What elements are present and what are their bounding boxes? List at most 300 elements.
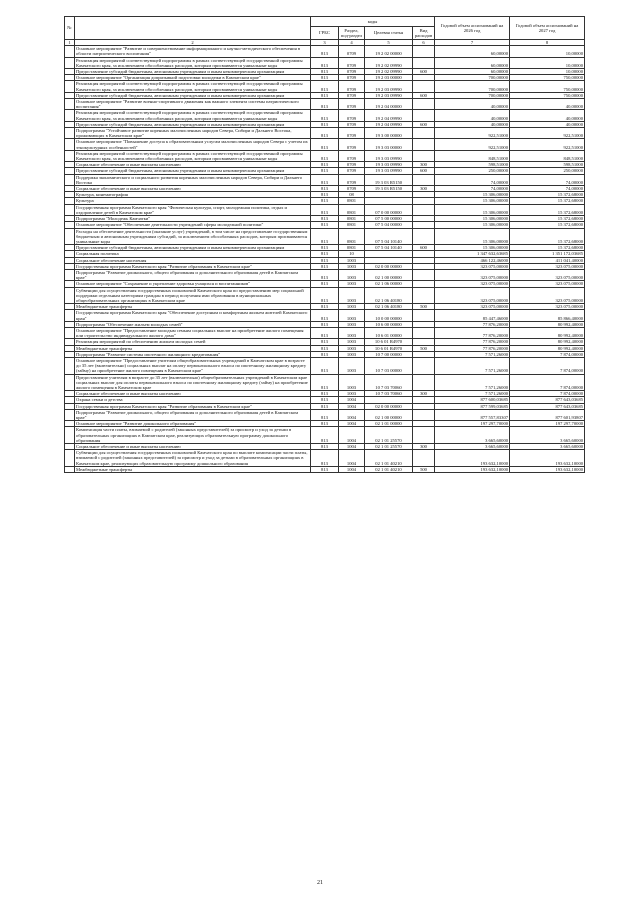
row-name-cell: Поддержка экономического и социального развития коренных малочисленных народов Севера, Сибири и Дальнего Востока [75, 174, 311, 185]
table-row [65, 391, 585, 397]
amount-2027-cell: 7 874,00000 [510, 374, 585, 391]
grbs-cell: 813 [311, 345, 339, 351]
stat-cell: 02 1 01 25570 [365, 427, 413, 444]
header-razdel: Раздел, под-раздел [339, 27, 365, 40]
vid-cell: 300 [413, 162, 435, 168]
amount-2027-cell: 10,00000 [510, 69, 585, 75]
row-name-cell: Основное мероприятие "Организация допризывной подготовки молодежи в Камчатском крае" [75, 75, 311, 81]
header-2026: Годовой объем ассигнований на 2026 год [435, 17, 510, 40]
razdel-cell: 1004 [339, 450, 365, 467]
grbs-cell: 813 [311, 81, 339, 92]
razdel-cell: 1003 [339, 391, 365, 397]
stat-cell: 19 2 02 09990 [365, 69, 413, 75]
amount-2027-cell: 74,00000 [510, 174, 585, 185]
column-index-cell: 8 [510, 40, 585, 46]
row-name-cell: Предоставление субсидий бюджетным, автономным учреждениям и иным некоммерческим организациям [75, 69, 311, 75]
stat-cell: 07 0 00 00000 [365, 204, 413, 215]
row-name-cell: Основное мероприятие "Развитие дошкольного образования" [75, 421, 311, 427]
grbs-cell: 813 [311, 327, 339, 338]
razdel-cell: 0709 [339, 128, 365, 139]
row-name-cell: Основное мероприятие "Развитие военно-спортивного движения как важного элемента системы патриотического воспитания" [75, 99, 311, 110]
vid-cell: 300 [413, 186, 435, 192]
amount-2027-cell: 877 643,03685 [510, 397, 585, 403]
amount-2026-cell: 74,00000 [435, 174, 510, 185]
budget-table-sheet [64, 16, 584, 473]
amount-2027-cell: 40,00000 [510, 99, 585, 110]
amount-2026-cell: 1 347 632,63685 [435, 251, 510, 257]
table-row [65, 409, 585, 420]
amount-2026-cell: 323 075,00000 [435, 287, 510, 304]
grbs-cell: 813 [311, 216, 339, 222]
stat-cell: 10 6 01 R4970 [365, 345, 413, 351]
grbs-cell: 813 [311, 357, 339, 374]
amount-2026-cell: 40,00000 [435, 121, 510, 127]
vid-cell: 600 [413, 69, 435, 75]
grbs-cell: 813 [311, 245, 339, 251]
stat-cell: 02 1 00 00000 [365, 409, 413, 420]
vid-cell [413, 228, 435, 245]
amount-2027-cell: 750,00000 [510, 75, 585, 81]
amount-2026-cell: 15 306,00000 [435, 216, 510, 222]
amount-2027-cell: 15 372,68000 [510, 192, 585, 198]
razdel-cell: 0801 [339, 216, 365, 222]
amount-2026-cell: 700,00000 [435, 92, 510, 98]
grbs-cell: 813 [311, 69, 339, 75]
razdel-cell: 0709 [339, 57, 365, 68]
vid-cell: 500 [413, 304, 435, 310]
column-index-cell: 1 [65, 40, 75, 46]
stat-cell: 02 0 00 00000 [365, 403, 413, 409]
row-name-cell: Государственная программа Камчатского края "Развитие образования в Камчатском крае" [75, 263, 311, 269]
grbs-cell: 813 [311, 192, 339, 198]
table-row [65, 46, 585, 57]
vid-cell [413, 269, 435, 280]
razdel-cell: 1004 [339, 466, 365, 472]
grbs-cell: 813 [311, 287, 339, 304]
amount-2027-cell: 80 992,40000 [510, 345, 585, 351]
razdel-cell: 0801 [339, 228, 365, 245]
amount-2027-cell: 10,00000 [510, 57, 585, 68]
table-row [65, 110, 585, 121]
grbs-cell: 813 [311, 110, 339, 121]
amount-2027-cell: 323 075,00000 [510, 304, 585, 310]
table-row [65, 327, 585, 338]
vid-cell [413, 128, 435, 139]
grbs-cell: 813 [311, 162, 339, 168]
amount-2027-cell: 598,51000 [510, 162, 585, 168]
row-num-cell [65, 409, 75, 420]
amount-2027-cell: 250,00000 [510, 168, 585, 174]
razdel-cell: 1003 [339, 281, 365, 287]
amount-2026-cell: 197 297,70000 [435, 421, 510, 427]
grbs-cell: 813 [311, 186, 339, 192]
amount-2026-cell: 877 557,83307 [435, 409, 510, 420]
amount-2027-cell: 193 632,10000 [510, 466, 585, 472]
row-name-cell: Государственная программа Камчатского края "Физическая культура, спорт, молодежная политика, отдых и оздоровление детей в Камчатском крае" [75, 204, 311, 215]
grbs-cell: 813 [311, 304, 339, 310]
amount-2026-cell: 60,00000 [435, 69, 510, 75]
amount-2026-cell: 77 876,20000 [435, 327, 510, 338]
table-row [65, 444, 585, 450]
row-name-cell: Основное мероприятие "Предоставление молодым семьям социальных выплат на приобретение жилого помещения или строительство индивидуального жилого дома" [75, 327, 311, 338]
row-num-cell [65, 57, 75, 68]
row-num-cell [65, 357, 75, 374]
grbs-cell: 813 [311, 397, 339, 403]
stat-cell: 10 6 00 00000 [365, 321, 413, 327]
amount-2026-cell: 700,00000 [435, 75, 510, 81]
amount-2026-cell: 74,00000 [435, 186, 510, 192]
amount-2027-cell: 7 874,00000 [510, 357, 585, 374]
vid-cell [413, 81, 435, 92]
amount-2026-cell: 848,51000 [435, 150, 510, 161]
amount-2027-cell: 15 372,68000 [510, 245, 585, 251]
razdel-cell: 0709 [339, 174, 365, 185]
vid-cell [413, 450, 435, 467]
table-row [65, 403, 585, 409]
table-body [65, 46, 585, 473]
column-index-cell: 5 [365, 40, 413, 46]
vid-cell [413, 287, 435, 304]
amount-2026-cell: 40,00000 [435, 99, 510, 110]
amount-2027-cell: 323 075,00000 [510, 287, 585, 304]
table-row [65, 81, 585, 92]
column-index-cell: 6 [413, 40, 435, 46]
amount-2027-cell: 80 992,40000 [510, 321, 585, 327]
vid-cell: 600 [413, 121, 435, 127]
row-name-cell: Реализация мероприятий соответствующей подпрограммы в рамках соответствующей государственной программы Камчатского края, за исключением обособленных расходов, которым присваиваются уникальные коды [75, 57, 311, 68]
stat-cell: 19 2 03 09990 [365, 92, 413, 98]
row-num-cell [65, 139, 75, 150]
table-row [65, 162, 585, 168]
grbs-cell: 813 [311, 204, 339, 215]
razdel-cell: 0801 [339, 198, 365, 204]
table-row [65, 222, 585, 228]
table-row [65, 427, 585, 444]
grbs-cell: 813 [311, 450, 339, 467]
amount-2026-cell: 700,00000 [435, 81, 510, 92]
amount-2026-cell: 77 876,20000 [435, 345, 510, 351]
header-codes: коды [311, 17, 435, 27]
razdel-cell: 1004 [339, 444, 365, 450]
amount-2027-cell: 15 372,68000 [510, 228, 585, 245]
row-name-cell: Компенсация части платы, взимаемой с родителей (законных представителей) за присмотр и уход за детьми в образовательных организациях в Камчатском крае, реализующих образовательную программу дошкольного образования [75, 427, 311, 444]
stat-cell: 19 2 03 00000 [365, 75, 413, 81]
stat-cell: 19 2 03 09990 [365, 81, 413, 92]
row-name-cell: Реализация мероприятий соответствующей подпрограммы в рамках соответствующей государственной программы Камчатского края, за исключением обособленных расходов, которым присваиваются уникальные коды [75, 150, 311, 161]
vid-cell: 500 [413, 466, 435, 472]
table-row [65, 139, 585, 150]
table-row [65, 287, 585, 304]
table-row [65, 69, 585, 75]
table-row [65, 281, 585, 287]
amount-2027-cell: 3 665,60000 [510, 444, 585, 450]
vid-cell [413, 99, 435, 110]
row-name-cell: Межбюджетные трансферты [75, 304, 311, 310]
amount-2027-cell: 323 075,00000 [510, 281, 585, 287]
header-grbs: ГРБС [311, 27, 339, 40]
vid-cell: 600 [413, 168, 435, 174]
razdel-cell: 1003 [339, 351, 365, 357]
row-name-cell: Расходы на обеспечение деятельности (оказание услуг) учреждений, в том числе на предоставление государственным бюджетным и автономным учреждениям субсидий, за исключением обособленных расходов, которым присваиваются уникальные коды [75, 228, 311, 245]
stat-cell: 19 3 03 09990 [365, 150, 413, 161]
stat-cell: 10 7 00 00000 [365, 351, 413, 357]
row-name-cell: Подпрограмма "Обеспечение жильем молодых семей" [75, 321, 311, 327]
column-index-cell: 4 [339, 40, 365, 46]
razdel-cell: 0709 [339, 139, 365, 150]
amount-2027-cell: 15 372,68000 [510, 222, 585, 228]
razdel-cell: 1004 [339, 409, 365, 420]
amount-2026-cell: 323 075,00000 [435, 281, 510, 287]
column-index-cell: 2 [75, 40, 311, 46]
row-name-cell: Социальное обеспечение населения [75, 257, 311, 263]
amount-2027-cell: 877 643,03685 [510, 403, 585, 409]
grbs-cell: 813 [311, 339, 339, 345]
row-num-cell [65, 427, 75, 444]
row-num-cell [65, 327, 75, 338]
row-name-cell: Государственная программа Камчатского края "Развитие образования в Камчатском крае" [75, 403, 311, 409]
amount-2027-cell: 40,00000 [510, 121, 585, 127]
table-row [65, 310, 585, 321]
row-name-cell: Охрана семьи и детства [75, 397, 311, 403]
stat-cell: 10 6 01 R4970 [365, 339, 413, 345]
amount-2026-cell: 7 571,26000 [435, 391, 510, 397]
row-num-cell [65, 450, 75, 467]
amount-2027-cell: 74,00000 [510, 186, 585, 192]
amount-2027-cell: 750,00000 [510, 92, 585, 98]
amount-2027-cell: 15 372,68000 [510, 198, 585, 204]
amount-2026-cell: 3 665,60000 [435, 444, 510, 450]
row-num-cell [65, 310, 75, 321]
amount-2026-cell: 85 447,46000 [435, 310, 510, 321]
table-row [65, 421, 585, 427]
row-name-cell: Предоставление учителям в возрасте до 35 лет (включительно) общеобразовательных учреждений в Камчатском крае социальных выплат для оплаты первоначального взноса по ипотечному жилищному кредиту (займу) на приобретение жилого помещения в Камчатском крае [75, 374, 311, 391]
amount-2027-cell: 1 351 172,03685 [510, 251, 585, 257]
stat-cell: 19 3 00 00000 [365, 128, 413, 139]
row-name-cell: Основное мероприятие "Повышение доступа к образовательным услугам малочисленных народов Севера с учетом их этнокультурных особенностей" [75, 139, 311, 150]
amount-2027-cell: 40,00000 [510, 110, 585, 121]
table-row [65, 216, 585, 222]
header-name [75, 17, 311, 40]
razdel-cell: 0709 [339, 99, 365, 110]
row-name-cell: Основное мероприятие "Развитие и совершенствование информационного и научно-методического обеспечения в области патриотического воспитания" [75, 46, 311, 57]
row-num-cell [65, 128, 75, 139]
row-num-cell [65, 204, 75, 215]
grbs-cell: 813 [311, 257, 339, 263]
row-num-cell [65, 174, 75, 185]
row-name-cell: Социальное обеспечение и иные выплаты населению [75, 391, 311, 397]
row-num-cell [65, 228, 75, 245]
amount-2026-cell: 7 571,26000 [435, 357, 510, 374]
table-row [65, 204, 585, 215]
grbs-cell: 813 [311, 57, 339, 68]
table-row [65, 57, 585, 68]
row-name-cell: Подпрограмма "Развитие системы ипотечного жилищного кредитования" [75, 351, 311, 357]
row-name-cell: Реализация мероприятий соответствующей подпрограммы в рамках соответствующей государственной программы Камчатского края, за исключением обособленных расходов, которым присваиваются уникальные коды [75, 81, 311, 92]
row-name-cell: Реализация мероприятий по обеспечению жильем молодых семей [75, 339, 311, 345]
stat-cell: 19 3 03 R5150 [365, 174, 413, 185]
row-name-cell: Основное мероприятие "Обеспечение деятельности учреждений сферы молодежной политики" [75, 222, 311, 228]
razdel-cell: 1003 [339, 345, 365, 351]
amount-2026-cell: 193 632,10000 [435, 466, 510, 472]
grbs-cell: 813 [311, 351, 339, 357]
row-name-cell: Предоставление субсидий бюджетным, автономным учреждениям и иным некоммерческим организациям [75, 92, 311, 98]
grbs-cell: 813 [311, 321, 339, 327]
vid-cell [413, 374, 435, 391]
razdel-cell: 1004 [339, 403, 365, 409]
razdel-cell: 10 [339, 251, 365, 257]
razdel-cell: 0709 [339, 75, 365, 81]
amount-2026-cell: 250,00000 [435, 168, 510, 174]
header-num: № [65, 17, 75, 40]
vid-cell: 500 [413, 345, 435, 351]
stat-cell: 10 6 01 00000 [365, 327, 413, 338]
table-row [65, 99, 585, 110]
razdel-cell: 0709 [339, 92, 365, 98]
amount-2026-cell: 60,00000 [435, 57, 510, 68]
stat-cell: 19 2 04 00000 [365, 99, 413, 110]
column-index-cell: 7 [435, 40, 510, 46]
stat-cell: 19 2 02 09990 [365, 57, 413, 68]
amount-2026-cell: 323 075,00000 [435, 263, 510, 269]
grbs-cell: 813 [311, 263, 339, 269]
amount-2026-cell: 323 075,00000 [435, 269, 510, 280]
row-name-cell: Подпрограмма "Развитие дошкольного, общего образования и дополнительного образования детей в Камчатском крае" [75, 409, 311, 420]
vid-cell [413, 174, 435, 185]
amount-2027-cell: 323 075,00000 [510, 269, 585, 280]
table-row [65, 321, 585, 327]
row-name-cell: Социальное обеспечение и иные выплаты населению [75, 162, 311, 168]
grbs-cell: 813 [311, 409, 339, 420]
table-row [65, 263, 585, 269]
stat-cell: 19 3 03 R5150 [365, 186, 413, 192]
amount-2026-cell: 77 876,20000 [435, 321, 510, 327]
razdel-cell: 0709 [339, 186, 365, 192]
stat-cell: 07 5 04 10140 [365, 245, 413, 251]
stat-cell: 02 1 01 00000 [365, 421, 413, 427]
grbs-cell: 813 [311, 46, 339, 57]
amount-2026-cell: 3 665,60000 [435, 427, 510, 444]
razdel-cell: 0709 [339, 69, 365, 75]
stat-cell: 02 1 01 40210 [365, 450, 413, 467]
razdel-cell: 1003 [339, 287, 365, 304]
grbs-cell: 813 [311, 99, 339, 110]
vid-cell: 300 [413, 391, 435, 397]
razdel-cell: 0709 [339, 162, 365, 168]
table-row [65, 150, 585, 161]
table-row [65, 174, 585, 185]
vid-cell: 600 [413, 92, 435, 98]
row-name-cell: Подпрограмма "Молодежь Камчатки" [75, 216, 311, 222]
grbs-cell: 813 [311, 269, 339, 280]
razdel-cell: 1004 [339, 421, 365, 427]
vid-cell [413, 150, 435, 161]
vid-cell [413, 204, 435, 215]
amount-2027-cell: 80 992,40000 [510, 327, 585, 338]
amount-2027-cell: 7 874,00000 [510, 351, 585, 357]
razdel-cell: 1004 [339, 397, 365, 403]
vid-cell [413, 110, 435, 121]
stat-cell: 02 1 00 00000 [365, 269, 413, 280]
stat-cell: 02 0 00 00000 [365, 263, 413, 269]
row-num-cell [65, 99, 75, 110]
vid-cell [413, 327, 435, 338]
grbs-cell: 813 [311, 427, 339, 444]
table-row [65, 121, 585, 127]
grbs-cell: 813 [311, 128, 339, 139]
table-row [65, 466, 585, 472]
vid-cell: 300 [413, 444, 435, 450]
row-name-cell: Социальное обеспечение и иные выплаты населению [75, 186, 311, 192]
row-name-cell: Государственная программа Камчатского края "Обеспечение доступным и комфортным жильем жителей Камчатского края" [75, 310, 311, 321]
row-num-cell [65, 269, 75, 280]
amount-2027-cell: 10,00000 [510, 46, 585, 57]
table-row [65, 75, 585, 81]
row-num-cell [65, 81, 75, 92]
amount-2026-cell: 7 571,26000 [435, 351, 510, 357]
razdel-cell: 1003 [339, 327, 365, 338]
amount-2027-cell: 80 992,40000 [510, 339, 585, 345]
stat-cell: 02 1 06 40180 [365, 304, 413, 310]
amount-2026-cell: 15 306,00000 [435, 245, 510, 251]
row-num-cell [65, 374, 75, 391]
amount-2026-cell: 323 075,00000 [435, 304, 510, 310]
amount-2027-cell: 848,51000 [510, 150, 585, 161]
grbs-cell: 813 [311, 444, 339, 450]
row-num-cell [65, 287, 75, 304]
table-row [65, 357, 585, 374]
grbs-cell: 813 [311, 150, 339, 161]
amount-2026-cell: 922,51000 [435, 139, 510, 150]
row-name-cell: Предоставление субсидий бюджетным, автономным учреждениям и иным некоммерческим организациям [75, 121, 311, 127]
stat-cell: 02 1 01 25570 [365, 444, 413, 450]
table-row [65, 374, 585, 391]
stat-cell: 19 2 04 09990 [365, 121, 413, 127]
stat-cell: 19 2 04 09990 [365, 110, 413, 121]
table-row [65, 351, 585, 357]
amount-2026-cell: 15 306,00000 [435, 192, 510, 198]
grbs-cell: 813 [311, 174, 339, 185]
amount-2027-cell: 922,51000 [510, 139, 585, 150]
stat-cell: 07 5 04 00000 [365, 222, 413, 228]
razdel-cell: 1003 [339, 263, 365, 269]
table-row [65, 186, 585, 192]
amount-2026-cell: 15 306,00000 [435, 204, 510, 215]
stat-cell: 07 5 04 10140 [365, 228, 413, 245]
amount-2026-cell: 77 876,20000 [435, 339, 510, 345]
table-row [65, 257, 585, 263]
table-row [65, 245, 585, 251]
stat-cell: 10 7 03 70060 [365, 374, 413, 391]
grbs-cell: 813 [311, 139, 339, 150]
vid-cell [413, 46, 435, 57]
table-row [65, 269, 585, 280]
vid-cell [413, 427, 435, 444]
grbs-cell: 813 [311, 403, 339, 409]
vid-cell [413, 357, 435, 374]
stat-cell: 19 3 03 09990 [365, 162, 413, 168]
razdel-cell: 0801 [339, 204, 365, 215]
amount-2027-cell: 85 866,40000 [510, 310, 585, 321]
amount-2026-cell: 15 306,00000 [435, 222, 510, 228]
razdel-cell: 1003 [339, 269, 365, 280]
row-num-cell [65, 150, 75, 161]
stat-cell: 10 0 00 00000 [365, 310, 413, 321]
grbs-cell: 813 [311, 310, 339, 321]
row-name-cell: Межбюджетные трансферты [75, 466, 311, 472]
table-row [65, 128, 585, 139]
razdel-cell: 0709 [339, 81, 365, 92]
row-name-cell: Подпрограмма "Устойчивое развитие коренных малочисленных народов Севера, Сибири и Дальнего Востока, проживающих в Камчатском крае" [75, 128, 311, 139]
